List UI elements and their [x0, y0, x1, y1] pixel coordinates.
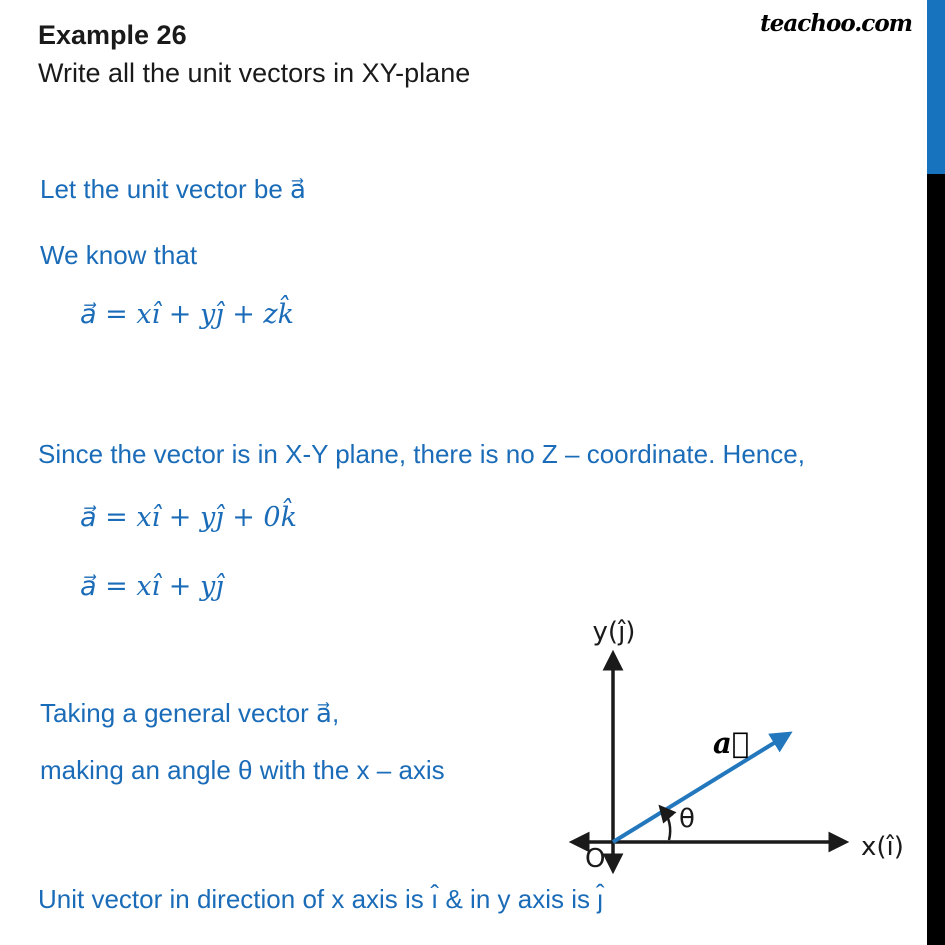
- edge-accent-blue: [927, 0, 945, 174]
- vector-diagram: [555, 600, 930, 890]
- vector-a-arrow: [613, 735, 787, 842]
- line-let-unit-vector: Let the unit vector be a⃗: [40, 174, 306, 204]
- line-we-know-that: We know that: [40, 240, 198, 270]
- angle-label: θ: [679, 804, 695, 834]
- page-subtitle: Write all the unit vectors in XY-plane: [38, 58, 471, 88]
- line-taking-general-vector: Taking a general vector a⃗,: [40, 698, 340, 728]
- line-unit-vector-direction: Unit vector in direction of x axis is ı̂ & in y axis is ȷ̂: [38, 884, 603, 914]
- line-since-xy-plane: Since the vector is in X-Y plane, there is no Z – coordinate. Hence,: [38, 439, 805, 469]
- line-making-angle: making an angle θ with the x – axis: [40, 755, 445, 785]
- x-axis-label: x(ı̂): [861, 832, 904, 862]
- page-title: Example 26: [38, 20, 187, 50]
- equation-xy-only: a⃗ = xı̂ + yȷ̂: [80, 571, 224, 602]
- equation-full-xyz: a⃗ = xı̂ + yȷ̂ + zk̂: [80, 299, 294, 330]
- brand-logo: teachoo.com: [760, 10, 912, 37]
- angle-indicator-arrow: [663, 810, 670, 840]
- vector-a-label: a⃗: [713, 726, 750, 760]
- equation-zero-k: a⃗ = xı̂ + yȷ̂ + 0k̂: [80, 502, 297, 533]
- y-axis-label: y(ȷ̂): [592, 617, 636, 647]
- origin-label: O: [585, 844, 606, 874]
